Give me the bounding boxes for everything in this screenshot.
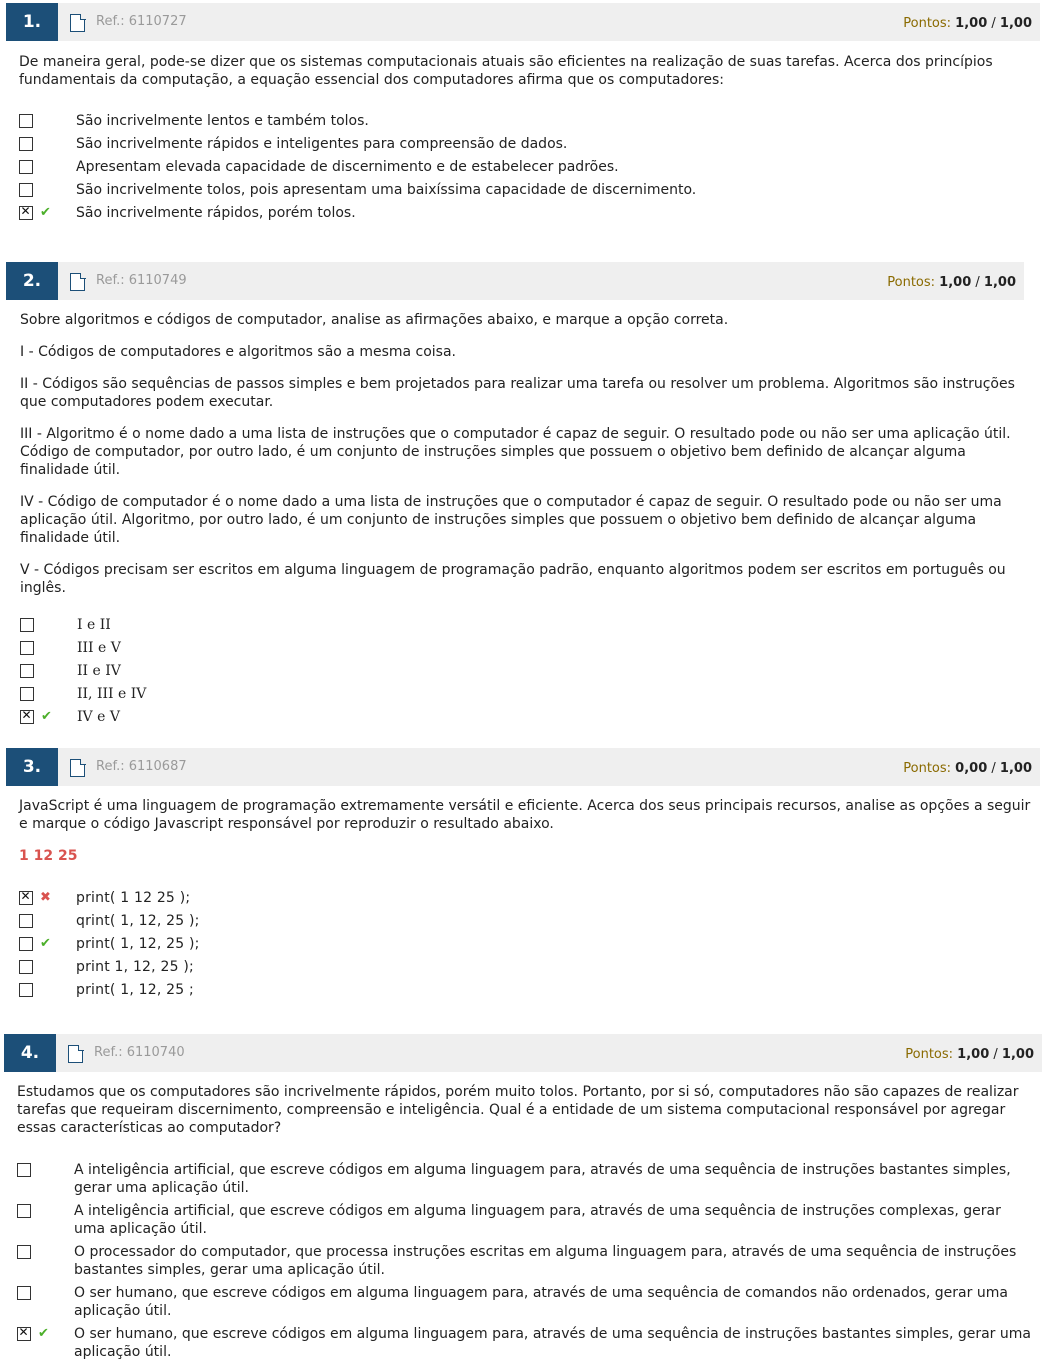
- stem-paragraph: Estudamos que os computadores são incrivelmente rápidos, porém muito tolos. Portanto, por si só, computadores não são capazes de realizar tarefas que requeiram discernimento, compreensão e inteligência. Qual é a entidade de um sistema computacional responsável por agregar essas características ao computador?: [17, 1084, 1019, 1136]
- score-max: 1,00: [983, 275, 1016, 290]
- option[interactable]: [20, 639, 1020, 662]
- question-stem: [20, 311, 1020, 611]
- option-text: III e V: [77, 640, 121, 656]
- question-score: [903, 761, 1032, 776]
- document-icon: [70, 759, 85, 777]
- question-number: 1.: [6, 3, 58, 41]
- checkbox-checked[interactable]: [19, 206, 33, 220]
- option-text: II, III e IV: [77, 686, 147, 702]
- checkbox[interactable]: [19, 160, 33, 174]
- option-text: IV e V: [77, 709, 120, 725]
- checkbox[interactable]: [19, 183, 33, 197]
- option[interactable]: [17, 1325, 1035, 1361]
- option[interactable]: [19, 135, 1031, 158]
- option-text: São incrivelmente rápidos, porém tolos.: [76, 205, 356, 221]
- document-icon: [68, 1045, 83, 1063]
- question-number: 4.: [4, 1034, 56, 1072]
- score-separator: /: [975, 275, 980, 290]
- checkbox-checked[interactable]: [17, 1327, 31, 1341]
- option-text: print 1, 12, 25 );: [76, 959, 194, 975]
- score-label: Pontos:: [903, 761, 952, 776]
- option-text: qrint( 1, 12, 25 );: [76, 913, 200, 929]
- checkbox[interactable]: [20, 618, 34, 632]
- options-list: [19, 889, 1031, 1004]
- question-score: [903, 16, 1032, 31]
- score-separator: /: [991, 761, 996, 776]
- question-header: [6, 748, 1040, 786]
- question-stem: [19, 53, 1031, 103]
- question-score: [887, 275, 1016, 290]
- option[interactable]: [17, 1202, 1035, 1238]
- option[interactable]: [19, 181, 1031, 204]
- option-text: O ser humano, que escreve códigos em alguma linguagem para, através de uma sequência de instruções bastantes simples, gerar uma aplicação útil.: [74, 1326, 1031, 1360]
- score-value: 1,00: [955, 16, 988, 31]
- checkbox[interactable]: [19, 914, 33, 928]
- score-separator: /: [993, 1047, 998, 1062]
- option[interactable]: [19, 981, 1031, 1004]
- option-text: II e IV: [77, 663, 121, 679]
- option-text: São incrivelmente lentos e também tolos.: [76, 113, 369, 129]
- option-text: São incrivelmente tolos, pois apresentam uma baixíssima capacidade de discernimento.: [76, 182, 697, 198]
- score-label: Pontos:: [905, 1047, 954, 1062]
- option[interactable]: [19, 889, 1031, 912]
- question-header: [6, 262, 1024, 300]
- option[interactable]: [17, 1161, 1035, 1197]
- checkbox[interactable]: [19, 983, 33, 997]
- question-header: [4, 1034, 1042, 1072]
- question-ref: Ref.: 6110740: [94, 1045, 185, 1060]
- checkbox[interactable]: [20, 641, 34, 655]
- option-text: A inteligência artificial, que escreve códigos em alguma linguagem para, através de uma sequência de instruções complexas, gerar uma aplicação útil.: [74, 1203, 1001, 1237]
- stem-paragraph: IV - Código de computador é o nome dado a uma lista de instruções que o computador é capaz de seguir. O resultado pode ou não ser uma aplicação útil. Algoritmo, por outro lado, é um conjunto de instruções simples que possuem o objetivo bem definido de alcançar alguma finalidade útil.: [20, 494, 1002, 546]
- option-text: A inteligência artificial, que escreve códigos em alguma linguagem para, através de uma sequência de instruções bastantes simples, gerar uma aplicação útil.: [74, 1162, 1011, 1196]
- checkbox[interactable]: [17, 1286, 31, 1300]
- option-text: I e II: [77, 617, 111, 633]
- correct-check-icon: ✔: [40, 936, 51, 951]
- option[interactable]: [19, 112, 1031, 135]
- score-separator: /: [991, 16, 996, 31]
- stem-paragraph: I - Códigos de computadores e algoritmos são a mesma coisa.: [20, 344, 457, 360]
- option[interactable]: [19, 935, 1031, 958]
- question-ref: Ref.: 6110749: [96, 273, 187, 288]
- stem-paragraph: III - Algoritmo é o nome dado a uma lista de instruções que o computador é capaz de seguir. O resultado pode ou não ser uma aplicação útil. Código de computador, por outro lado, é um conjunto de instruções simples que possuem o objetivo bem definido de alcançar alguma finalidade útil.: [20, 426, 1011, 478]
- question-ref: Ref.: 6110687: [96, 759, 187, 774]
- stem-paragraph: Sobre algoritmos e códigos de computador, analise as afirmações abaixo, e marque a opção correta.: [20, 312, 729, 328]
- option[interactable]: [19, 958, 1031, 981]
- option-text: Apresentam elevada capacidade de discernimento e de estabelecer padrões.: [76, 159, 619, 175]
- options-list: [19, 112, 1031, 227]
- checkbox[interactable]: [19, 960, 33, 974]
- checkbox[interactable]: [19, 137, 33, 151]
- stem-paragraph: V - Códigos precisam ser escritos em alguma linguagem de programação padrão, enquanto algoritmos podem ser escritos em português ou inglês.: [20, 562, 1006, 596]
- question-stem: [17, 1083, 1031, 1151]
- expected-output: 1 12 25: [19, 848, 78, 864]
- option[interactable]: [17, 1243, 1035, 1279]
- score-label: Pontos:: [887, 275, 936, 290]
- checkbox[interactable]: [19, 937, 33, 951]
- score-value: 1,00: [939, 275, 972, 290]
- option-text: São incrivelmente rápidos e inteligentes para compreensão de dados.: [76, 136, 568, 152]
- question-ref: Ref.: 6110727: [96, 14, 187, 29]
- correct-check-icon: ✔: [38, 1326, 49, 1341]
- checkbox[interactable]: [17, 1204, 31, 1218]
- correct-check-icon: ✔: [41, 709, 52, 724]
- stem-paragraph: JavaScript é uma linguagem de programação extremamente versátil e eficiente. Acerca dos seus principais recursos, analise as opções a seguir e marque o código Javascript responsável por reproduzir o resultado abaixo.: [19, 798, 1031, 832]
- option-text: print( 1, 12, 25 ;: [76, 982, 194, 998]
- question-stem: [19, 797, 1031, 879]
- wrong-x-icon: ✖: [40, 890, 51, 905]
- checkbox[interactable]: [20, 687, 34, 701]
- score-max: 1,00: [999, 16, 1032, 31]
- score-label: Pontos:: [903, 16, 952, 31]
- score-max: 1,00: [999, 761, 1032, 776]
- options-list: [20, 616, 1020, 731]
- correct-check-icon: ✔: [40, 205, 51, 220]
- document-icon: [70, 273, 85, 291]
- score-value: 1,00: [957, 1047, 990, 1062]
- option[interactable]: [20, 685, 1020, 708]
- options-list: [17, 1161, 1035, 1361]
- question-number: 3.: [6, 748, 58, 786]
- checkbox[interactable]: [17, 1245, 31, 1259]
- question-number: 2.: [6, 262, 58, 300]
- option[interactable]: [20, 662, 1020, 685]
- document-icon: [70, 14, 85, 32]
- option[interactable]: [19, 204, 1031, 227]
- score-value: 0,00: [955, 761, 988, 776]
- question-header: [6, 3, 1040, 41]
- checkbox[interactable]: [19, 114, 33, 128]
- option-text: print( 1, 12, 25 );: [76, 936, 200, 952]
- checkbox[interactable]: [17, 1163, 31, 1177]
- stem-paragraph: De maneira geral, pode-se dizer que os sistemas computacionais atuais são eficientes na realização de suas tarefas. Acerca dos princípios fundamentais da computação, a equação essencial dos computadores afirma que os computadores:: [19, 54, 993, 88]
- option[interactable]: [20, 616, 1020, 639]
- option-text: O processador do computador, que processa instruções escritas em alguma linguagem para, através de uma sequência de instruções bastantes simples, gerar uma aplicação útil.: [74, 1244, 1017, 1278]
- option[interactable]: [19, 912, 1031, 935]
- option-text: print( 1 12 25 );: [76, 890, 191, 906]
- score-max: 1,00: [1001, 1047, 1034, 1062]
- option[interactable]: [17, 1284, 1035, 1320]
- checkbox-checked[interactable]: [20, 710, 34, 724]
- option-text: O ser humano, que escreve códigos em alguma linguagem para, através de uma sequência de comandos não ordenados, gerar uma aplicação útil.: [74, 1285, 1008, 1319]
- stem-paragraph: II - Códigos são sequências de passos simples e bem projetados para realizar uma tarefa ou resolver um problema. Algoritmos são instruções que computadores podem executar.: [20, 376, 1015, 410]
- checkbox[interactable]: [20, 664, 34, 678]
- option[interactable]: [19, 158, 1031, 181]
- checkbox-checked[interactable]: [19, 891, 33, 905]
- option[interactable]: [20, 708, 1020, 731]
- question-score: [905, 1047, 1034, 1062]
